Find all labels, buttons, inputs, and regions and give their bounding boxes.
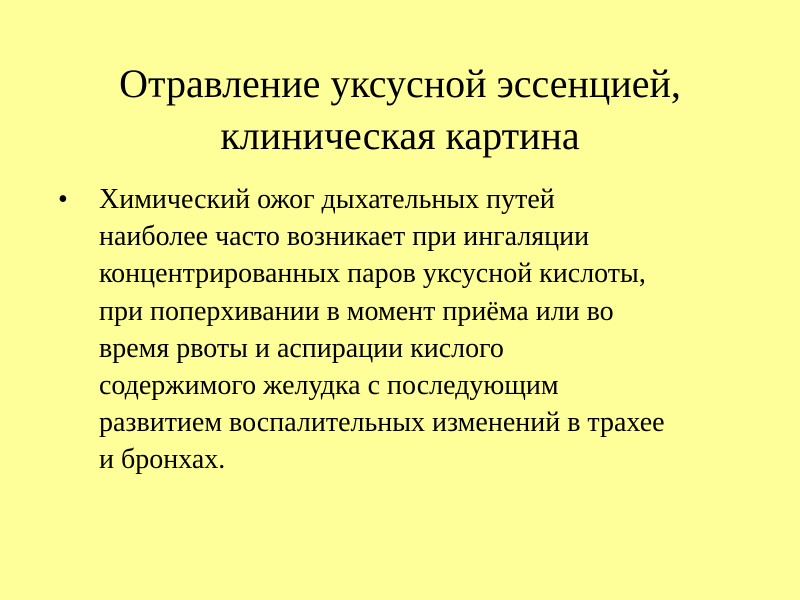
bullet-icon: • — [58, 184, 68, 215]
bullet-text-line-6: содержимого желудка с последующим — [99, 370, 559, 402]
bullet-text-line-3: концентрированных паров уксусной кислоты, — [99, 258, 646, 290]
bullet-text-line-2: наиболее часто возникает при ингаляции — [99, 221, 590, 253]
slide-title-line-2: клиническая картина — [220, 113, 580, 158]
bullet-text-line-7: развитием воспалительных изменений в трахее — [99, 407, 665, 439]
bullet-item — [58, 181, 748, 479]
bullet-text-line-5: время рвоты и аспирации кислого — [99, 332, 504, 364]
bullet-text-line-4: при поперхивании в момент приёма или во — [99, 295, 614, 327]
slide-title-line-1: Отравление уксусной эссенцией, — [119, 61, 681, 106]
bullet-text-line-1: Химический ожог дыхательных путей — [99, 184, 555, 215]
bullet-list — [58, 181, 748, 479]
bullet-text-line-8: и бронхах. — [99, 444, 226, 476]
slide-title — [60, 58, 740, 162]
